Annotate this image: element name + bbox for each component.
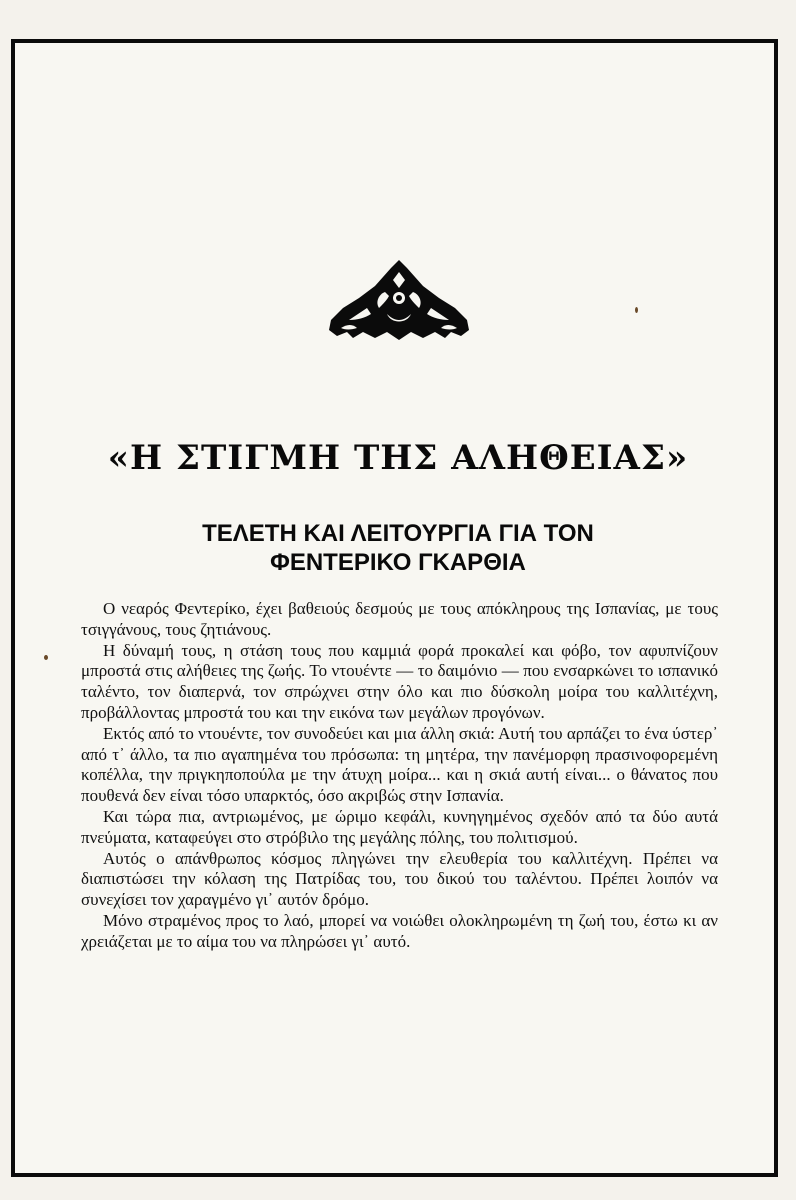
page-title: «Η ΣΤΙΓΜΗ ΤΗΣ ΑΛΗΘΕΙΑΣ» [107,438,689,478]
paper-speck [44,655,48,660]
paragraph: Αυτός ο απάνθρωπος κόσμος πληγώνει την ελευθερία του καλλιτέχνη. Πρέπει να διαπιστώσει την κόλαση της Πατρίδας του, του δικού του ταλέντου. Πρέπει λοιπόν να συνεχίσει τον χαραγμένο γι᾽ αυτόν δρόμο. [81,848,718,910]
paper-speck [635,307,638,313]
paragraph: Η δύναμή τους, η στάση τους που καμμιά φορά προκαλεί και φόβο, τον αφυπνίζουν μπροστά στις αλήθειες της ζωής. Το ντουέντε — το δαιμόνιο — που ενσαρκώνει το ισπανικό ταλέντο, τον διαπερνά, τον σπρώχνει στην όλο και πιο δύσκολη μοίρα του καλλιτέχνη, προβάλλοντας μπροστά του και την εικόνα των μεγάλων προγόνων. [81,640,718,722]
paragraph: Μόνο στραμένος προς το λαό, μπορεί να νοιώθει ολοκληρωμένη τη ζωή του, έστω κι αν χρειάζεται με το αίμα του να πληρώσει γι᾽ αυτό. [81,910,718,951]
subtitle [0,519,796,577]
article-body [81,599,718,953]
subtitle-line-2: ΦΕΝΤΕΡΙΚΟ ΓΚΑΡΘΙΑ [270,549,526,576]
subtitle-line-1: ΤΕΛΕΤΗ ΚΑΙ ΛΕΙΤΟΥΡΓΙΑ ΓΙΑ ΤΟΝ [202,520,594,547]
paragraph: Εκτός από το ντουέντε, τον συνοδεύει και μια άλλη σκιά: Αυτή του αρπάζει το ένα ύστερ᾽ από τ᾽ άλλο, τα πιο αγαπημένα του πρόσωπα: τη μητέρα, την πανέμορφη πρασινοφορεμένη κοπέλλα, την πριγκηποπούλα με την άτυχη μοίρα... και η σκιά αυτή είναι... ο θάνατος που πουθενά δεν είναι τόσο υπαρκτός, όσο ακριβώς στην Ισπανία. [81,723,718,806]
ornamental-fleuron-icon [327,258,471,346]
paragraph: Ο νεαρός Φεντερίκο, έχει βαθειούς δεσμούς με τους απόκληρους της Ισπανίας, με τους τσιγγάνους, τους ζητιάνους. [81,599,718,639]
paragraph: Και τώρα πια, αντριωμένος, με ώριμο κεφάλι, κυνηγημένος σχεδόν από τα δύο αυτά πνεύματα, καταφεύγει στο στρόβιλο της μεγάλης πόλης, του πολιτισμού. [81,806,718,847]
